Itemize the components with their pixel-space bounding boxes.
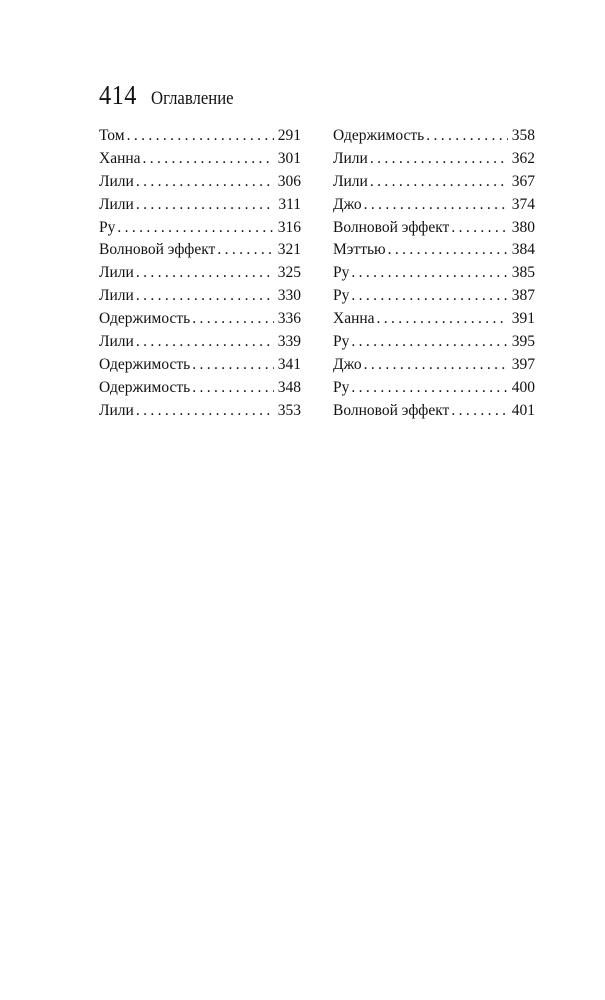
- toc-entry-title: Ру: [333, 264, 350, 282]
- toc-entry: [333, 125, 535, 148]
- dot-leader: [136, 262, 274, 285]
- toc-entry-page-number: 353: [277, 401, 301, 419]
- toc-entry-title: Волновой эффект: [333, 401, 450, 419]
- page-header: [99, 80, 245, 111]
- toc-entry: [333, 262, 535, 285]
- toc-entry-title: Ру: [333, 287, 350, 305]
- toc-entry-page-number: 400: [511, 378, 535, 396]
- dot-leader: [136, 285, 274, 308]
- toc-entry-title: Ханна: [99, 149, 141, 167]
- toc-entry: [99, 308, 301, 331]
- toc-entry: [99, 285, 301, 308]
- dot-leader: [192, 354, 274, 377]
- dot-leader: [351, 377, 507, 400]
- toc-entry: [333, 331, 535, 354]
- toc-entry: [99, 171, 301, 194]
- dot-leader: [388, 239, 508, 262]
- toc-entry: [99, 377, 301, 400]
- toc-entry-page-number: 397: [511, 355, 535, 373]
- toc-entry: [333, 148, 535, 171]
- toc-entry: [99, 354, 301, 377]
- toc-entry-title: Лили: [99, 264, 134, 282]
- toc-entry-title: Ру: [333, 333, 350, 351]
- toc-entry: [99, 194, 301, 217]
- toc-entry-page-number: 311: [278, 195, 301, 213]
- toc-entry-page-number: 401: [511, 401, 535, 419]
- toc-entry-title: Лили: [99, 172, 134, 190]
- dot-leader: [136, 331, 274, 354]
- toc-column-left: [99, 125, 301, 423]
- toc-entry-title: Одержимость: [99, 355, 191, 373]
- dot-leader: [143, 148, 274, 171]
- dot-leader: [192, 308, 274, 331]
- toc-entry-page-number: 291: [277, 127, 301, 144]
- toc-entry: [99, 148, 301, 171]
- toc-entry-page-number: 341: [277, 355, 301, 373]
- dot-leader: [136, 194, 274, 217]
- toc-entry: [333, 377, 535, 400]
- toc-entry-title: Лили: [333, 172, 368, 190]
- dot-leader: [192, 377, 274, 400]
- toc-entry: [333, 217, 535, 240]
- dot-leader: [426, 125, 508, 148]
- toc-entry-title: Лили: [99, 195, 134, 213]
- toc-entry-title: Лили: [99, 401, 134, 419]
- toc-entry-page-number: 348: [277, 378, 301, 396]
- toc-entry-page-number: 321: [277, 241, 301, 259]
- toc-entry-title: Ру: [333, 378, 350, 396]
- toc-entry-page-number: 306: [277, 172, 301, 190]
- toc-entry: [99, 239, 301, 262]
- toc-entry: [99, 217, 301, 240]
- dot-leader: [364, 194, 508, 217]
- page-number: 414: [99, 80, 137, 110]
- toc-entry: [99, 331, 301, 354]
- dot-leader: [370, 171, 508, 194]
- toc-entry-page-number: 374: [511, 195, 535, 213]
- toc-entry-page-number: 384: [511, 241, 535, 259]
- toc-entry-title: Волновой эффект: [333, 218, 450, 236]
- dot-leader: [117, 217, 273, 240]
- toc-entry-page-number: 301: [277, 149, 301, 167]
- toc-entry-page-number: 395: [511, 333, 535, 351]
- dot-leader: [370, 148, 508, 171]
- toc-entry-page-number: 330: [277, 287, 301, 305]
- toc-entry-title: Лили: [99, 333, 134, 351]
- toc-entry-page-number: 387: [511, 287, 535, 305]
- toc-entry-page-number: 391: [511, 310, 535, 328]
- toc-entry: [333, 239, 535, 262]
- toc-entry-page-number: 316: [277, 218, 301, 236]
- toc-entry: [333, 354, 535, 377]
- toc-entry-title: Мэттью: [333, 241, 386, 259]
- toc-entry-title: Том: [99, 127, 125, 144]
- dot-leader: [136, 171, 274, 194]
- toc-entry-title: Волновой эффект: [99, 241, 216, 259]
- dot-leader: [377, 308, 508, 331]
- dot-leader: [451, 400, 507, 423]
- toc-entry: [333, 400, 535, 423]
- toc-entry: [333, 171, 535, 194]
- toc-entry-page-number: 325: [277, 264, 301, 282]
- toc-entry-page-number: 362: [511, 149, 535, 167]
- toc-entry-title: Лили: [333, 149, 368, 167]
- toc-entry-title: Джо: [333, 355, 362, 373]
- toc-entry-title: Ханна: [333, 310, 375, 328]
- dot-leader: [351, 262, 507, 285]
- toc-entry-page-number: 358: [511, 127, 535, 144]
- toc-entry-title: Одержимость: [333, 127, 425, 144]
- dot-leader: [351, 285, 507, 308]
- toc-entry: [333, 285, 535, 308]
- toc-entry: [333, 308, 535, 331]
- toc-entry-page-number: 339: [277, 333, 301, 351]
- toc-entry: [99, 125, 301, 148]
- toc-entry: [99, 262, 301, 285]
- toc-entry-title: Джо: [333, 195, 362, 213]
- dot-leader: [136, 400, 274, 423]
- toc-entry-page-number: 385: [511, 264, 535, 282]
- dot-leader: [451, 217, 507, 240]
- section-title: Оглавление: [151, 88, 234, 109]
- dot-leader: [351, 331, 507, 354]
- toc-entry-title: Лили: [99, 287, 134, 305]
- toc-entry-title: Одержимость: [99, 378, 191, 396]
- toc-entry-title: Ру: [99, 218, 116, 236]
- dot-leader: [217, 239, 273, 262]
- toc-entry-page-number: 380: [511, 218, 535, 236]
- toc-column-right: [333, 125, 535, 423]
- dot-leader: [364, 354, 508, 377]
- dot-leader: [127, 125, 274, 148]
- toc-entry-page-number: 367: [511, 172, 535, 190]
- toc-entry: [99, 400, 301, 423]
- toc-entry-title: Одержимость: [99, 310, 191, 328]
- toc-entry-page-number: 336: [277, 310, 301, 328]
- toc-entry: [333, 194, 535, 217]
